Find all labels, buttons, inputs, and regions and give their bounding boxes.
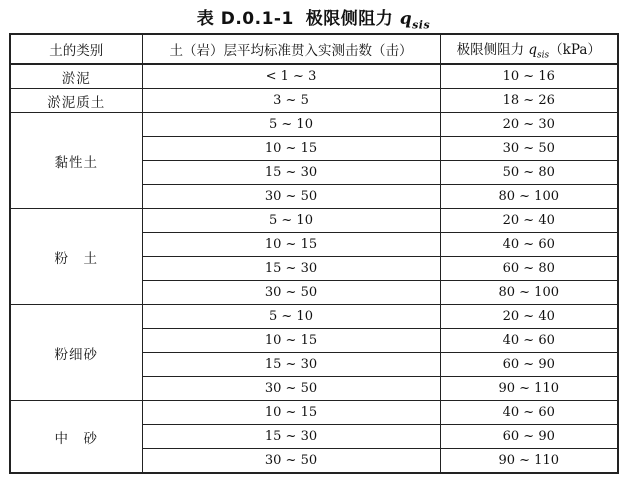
header-soil: 土的类别	[10, 34, 142, 64]
spt-cell: 5 ~ 10	[142, 209, 440, 233]
resistance-cell: 20 ~ 40	[440, 305, 618, 329]
soil-type-cell: 淤泥质土	[10, 89, 142, 113]
spt-cell: 15 ~ 30	[142, 425, 440, 449]
resistance-cell: 40 ~ 60	[440, 233, 618, 257]
spt-cell: 30 ~ 50	[142, 281, 440, 305]
spt-cell: 10 ~ 15	[142, 137, 440, 161]
spt-cell: 5 ~ 10	[142, 305, 440, 329]
resistance-cell: 50 ~ 80	[440, 161, 618, 185]
spt-cell: < 1 ~ 3	[142, 64, 440, 89]
resistance-cell: 90 ~ 110	[440, 449, 618, 474]
soil-type-cell: 淤泥	[10, 64, 142, 89]
header-resistance: 极限侧阻力 $q_{sis}(kPa)$	[440, 34, 618, 64]
resistance-table	[9, 33, 619, 474]
table-row	[10, 305, 618, 329]
spt-cell: 10 ~ 15	[142, 233, 440, 257]
resistance-cell: 80 ~ 100	[440, 185, 618, 209]
resistance-cell: 20 ~ 40	[440, 209, 618, 233]
resistance-cell: 18 ~ 26	[440, 89, 618, 113]
table-number: 表 D.0.1-1	[196, 9, 294, 29]
resistance-cell: 60 ~ 80	[440, 257, 618, 281]
table-row	[10, 113, 618, 137]
resistance-cell: 60 ~ 90	[440, 425, 618, 449]
soil-type-cell: 中 砂	[10, 401, 142, 474]
resistance-cell: 20 ~ 30	[440, 113, 618, 137]
spt-cell: 10 ~ 15	[142, 329, 440, 353]
resistance-cell: 40 ~ 60	[440, 401, 618, 425]
table-body	[10, 64, 618, 473]
spt-cell: 30 ~ 50	[142, 377, 440, 401]
soil-type-cell: 黏性土	[10, 113, 142, 209]
soil-type-cell: 粉细砂	[10, 305, 142, 401]
table-row	[10, 401, 618, 425]
spt-cell: 15 ~ 30	[142, 161, 440, 185]
resistance-cell: 40 ~ 60	[440, 329, 618, 353]
table-row	[10, 209, 618, 233]
spt-cell: 3 ~ 5	[142, 89, 440, 113]
spt-cell: 15 ~ 30	[142, 257, 440, 281]
header-resistance-symbol: $q_{sis}$	[528, 41, 550, 61]
header-spt: 土（岩）层平均标准贯入实测击数（击）	[142, 34, 440, 64]
header-row	[10, 34, 618, 64]
table-row	[10, 64, 618, 89]
spt-cell: 5 ~ 10	[142, 113, 440, 137]
spt-cell: 15 ~ 30	[142, 353, 440, 377]
resistance-cell: 90 ~ 110	[440, 377, 618, 401]
soil-type-cell: 粉 土	[10, 209, 142, 305]
resistance-cell: 10 ~ 16	[440, 64, 618, 89]
resistance-cell: 80 ~ 100	[440, 281, 618, 305]
table-title	[0, 4, 627, 31]
table-title-text: 极限侧阻力	[305, 9, 394, 29]
resistance-cell: 60 ~ 90	[440, 353, 618, 377]
title-symbol: $q_{sis}$	[399, 9, 431, 32]
table-row	[10, 89, 618, 113]
resistance-cell: 30 ~ 50	[440, 137, 618, 161]
spt-cell: 30 ~ 50	[142, 185, 440, 209]
spt-cell: 10 ~ 15	[142, 401, 440, 425]
spt-cell: 30 ~ 50	[142, 449, 440, 474]
